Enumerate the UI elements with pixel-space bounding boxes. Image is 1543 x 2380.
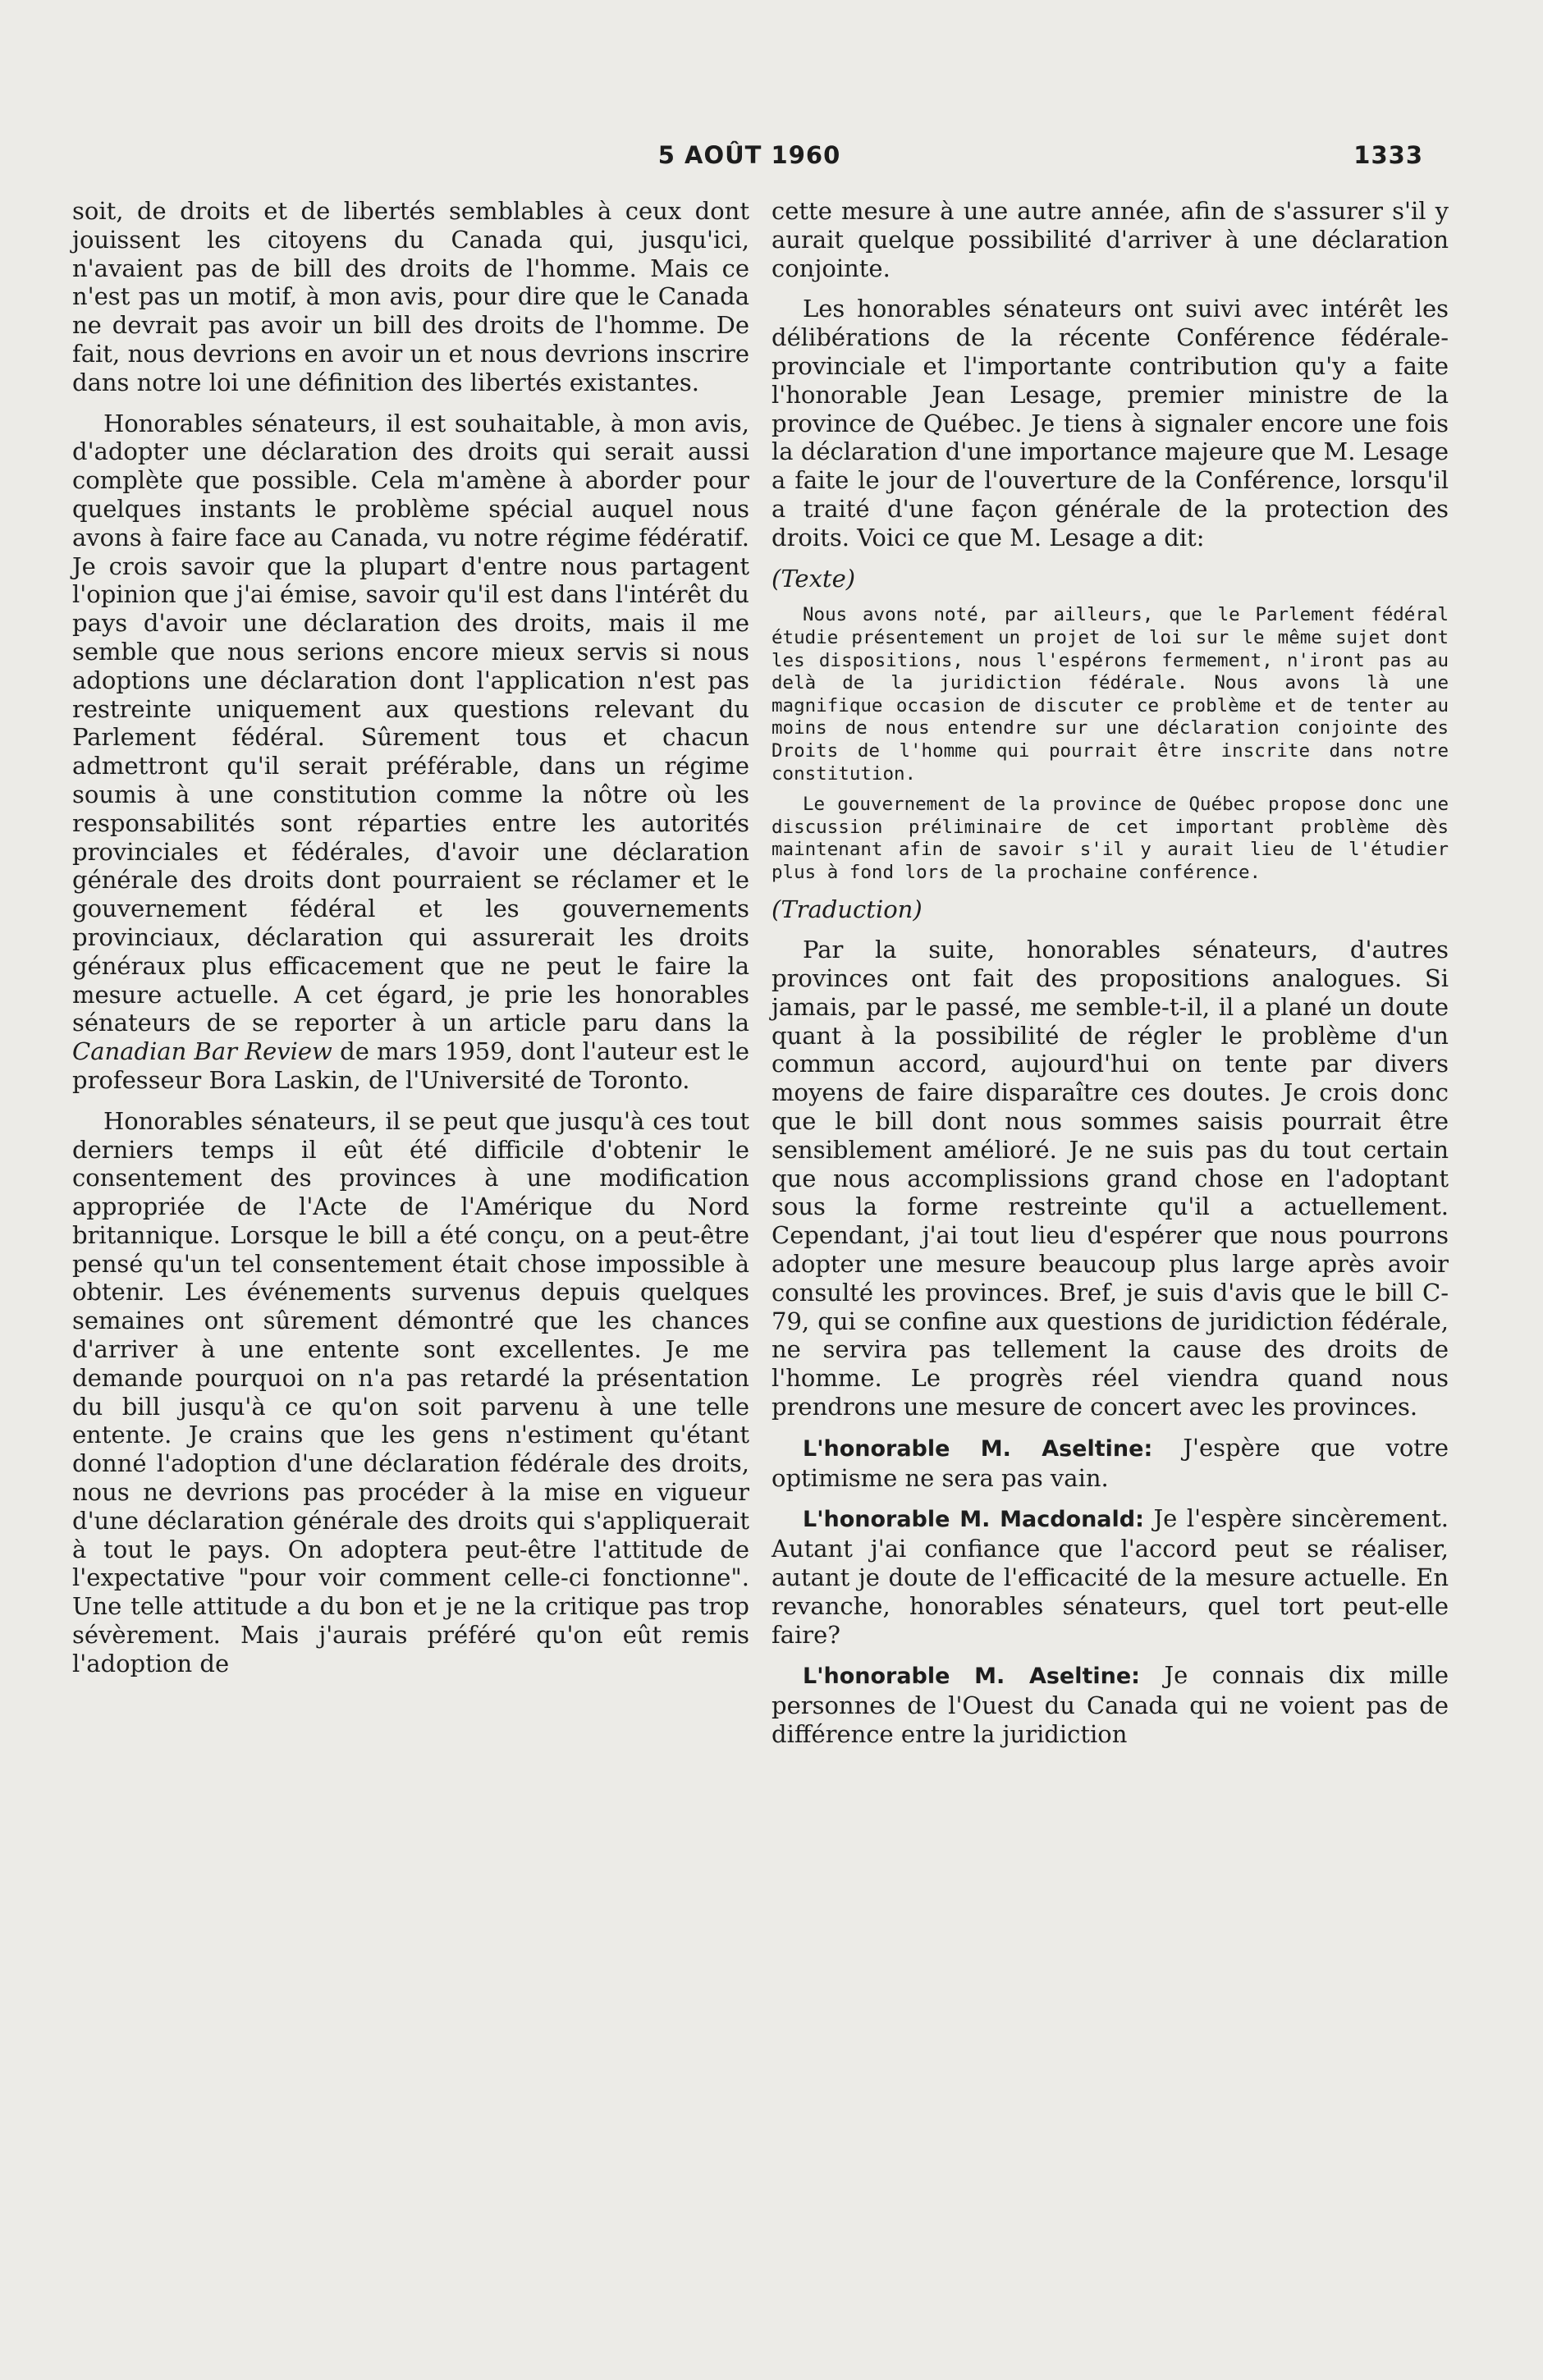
section-label-texte: (Texte)	[772, 564, 856, 593]
journal-title: Canadian Bar Review	[72, 1037, 332, 1066]
left-column	[72, 197, 749, 1691]
right-column	[772, 197, 1449, 1761]
paragraph: soit, de droits et de libertés semblables à ceux dont jouissent les citoyens du Canada qui, jusqu'ici, n'avaient pas de bill des droits de l'homme. Mais ce n'est pas un motif, à mon avis, pour dire que le Canada ne devrait pas avoir un bill des droits de l'homme. De fait, nous devrions en avoir un et nous devrions inscrire dans notre loi une définition des libertés existantes.	[72, 197, 749, 396]
paragraph: Par la suite, honorables sénateurs, d'autres provinces ont fait des propositions analogues. Si jamais, par le passé, me semble-t-il, il a plané un doute quant à la possibilité de régler le problème d'un commun accord, aujourd'hui on tente par divers moyens de faire disparaître ces doutes. Je crois donc que le bill dont nous sommes saisis pourrait être sensiblement amélioré. Je ne suis pas du tout certain que nous accomplissions grand chose en l'adoptant sous la forme restreinte qu'il a actuellement. Cependant, j'ai tout lieu d'espérer que nous pourrons adopter une mesure beaucoup plus large après avoir consulté les provinces. Bref, je suis d'avis que le bill C-79, qui se confine aux questions de juridiction fédérale, ne servira pas tellement la cause des droits de l'homme. Le progrès réel viendra quand nous prendrons une mesure de concert avec les provinces.	[772, 936, 1449, 1421]
page-number: 1333	[1353, 141, 1423, 169]
block-quote: Nous avons noté, par ailleurs, que le Parlement fédéral étudie présentement un projet de loi sur le même sujet dont les dispositions, nous l'espérons fermement, n'iront pas au delà de la juridiction fédérale. Nous avons là une magnifique occasion de discuter ce problème et de tenter au moins de nous entendre sur une déclaration conjointe des Droits de l'homme qui pourrait être inscrite dans notre constitution.	[772, 604, 1449, 785]
section-label-traduction: (Traduction)	[772, 895, 923, 924]
speaker-name: L'honorable M. Aseltine:	[803, 1664, 1140, 1690]
paragraph: Les honorables sénateurs ont suivi avec intérêt les délibérations de la récente Conférence fédérale-provinciale et l'importante contribution qu'y a faite l'honorable Jean Lesage, premier ministre de la province de Québec. Je tiens à signaler encore une fois la déclaration d'une importance majeure que M. Lesage a faite le jour de l'ouverture de la Conférence, lorsqu'il a traité d'une façon générale de la protection des droits. Voici ce que M. Lesage a dit:	[772, 295, 1449, 552]
block-quote: Le gouvernement de la province de Québec propose donc une discussion préliminaire de cet important problème dès maintenant afin de savoir s'il y aurait lieu de l'étudier plus à fond lors de la prochaine conférence.	[772, 794, 1449, 883]
speaker-name: L'honorable M. Aseltine:	[803, 1435, 1153, 1462]
page-date: 5 AOÛT 1960	[657, 141, 841, 169]
speaker-exchange	[772, 1661, 1449, 1748]
speech-text: Je l'espère sincèrement. Autant j'ai confiance que l'accord peut se réaliser, autant je doute de l'efficacité de la mesure actuelle. En revanche, honorables sénateurs, quel tort peut-elle faire?	[772, 1504, 1449, 1649]
paragraph-text: Honorables sénateurs, il est souhaitable, à mon avis, d'adopter une déclaration des droits qui serait aussi complète que possible. Cela m'amène à aborder pour quelques instants le problème spécial auquel nous avons à faire face au Canada, vu notre régime fédératif. Je crois savoir que la plupart d'entre nous partagent l'opinion que j'ai émise, savoir qu'il est dans l'intérêt du pays d'avoir une déclaration des droits, mais il me semble que nous serions encore mieux servis si nous adoptions une déclaration dont l'application n'est pas restreinte uniquement aux questions relevant du Parlement fédéral. Sûrement tous et chacun admettront qu'il serait préférable, dans un régime soumis à une constitution comme la nôtre où les responsabilités sont réparties entre les autorités provinciales et fédérales, d'avoir une déclaration générale des droits dont pourraient se réclamer et le gouvernement fédéral et les gouvernements provinciaux, déclaration qui assurerait les droits généraux plus efficacement que ne peut le faire la mesure actuelle. A cet égard, je prie les honorables sénateurs de se reporter à un article paru dans la	[72, 409, 749, 1037]
paragraph: Honorables sénateurs, il se peut que jusqu'à ces tout derniers temps il eût été difficile d'obtenir le consentement des provinces à une modification appropriée de l'Acte de l'Amérique du Nord britannique. Lorsque le bill a été conçu, on a peut-être pensé qu'un tel consentement était chose impossible à obtenir. Les événements survenus depuis quelques semaines ont sûrement démontré que les chances d'arriver à une entente sont excellentes. Je me demande pourquoi on n'a pas retardé la présentation du bill jusqu'à ce qu'on soit parvenu à une telle entente. Je crains que les gens n'estiment qu'étant donné l'adoption d'une déclaration fédérale des droits, nous ne devrions pas procéder à la mise en vigueur d'une déclaration générale des droits qui s'appliquerait à tout le pays. On adoptera peut-être l'attitude de l'expectative "pour voir comment celle-ci fonctionne". Une telle attitude a du bon et je ne la critique pas trop sévèrement. Mais j'aurais préféré qu'on eût remis l'adoption de	[72, 1106, 749, 1677]
paragraph: cette mesure à une autre année, afin de s'assurer s'il y aurait quelque possibilité d'arriver à une déclaration conjointe.	[772, 197, 1449, 282]
speaker-exchange	[772, 1434, 1449, 1493]
page-header	[76, 141, 1423, 174]
speech-text: Je connais dix mille personnes de l'Ouest du Canada qui ne voient pas de différence entre la juridiction	[772, 1661, 1449, 1748]
speaker-exchange	[772, 1504, 1449, 1649]
speaker-name: L'honorable M. Macdonald:	[803, 1507, 1144, 1533]
speech-text: J'espère que votre optimisme ne sera pas vain.	[772, 1433, 1449, 1492]
paragraph-text: de mars 1959, dont l'auteur est le professeur Bora Laskin, de l'Université de Toronto.	[72, 1037, 750, 1094]
paragraph	[72, 410, 749, 1095]
